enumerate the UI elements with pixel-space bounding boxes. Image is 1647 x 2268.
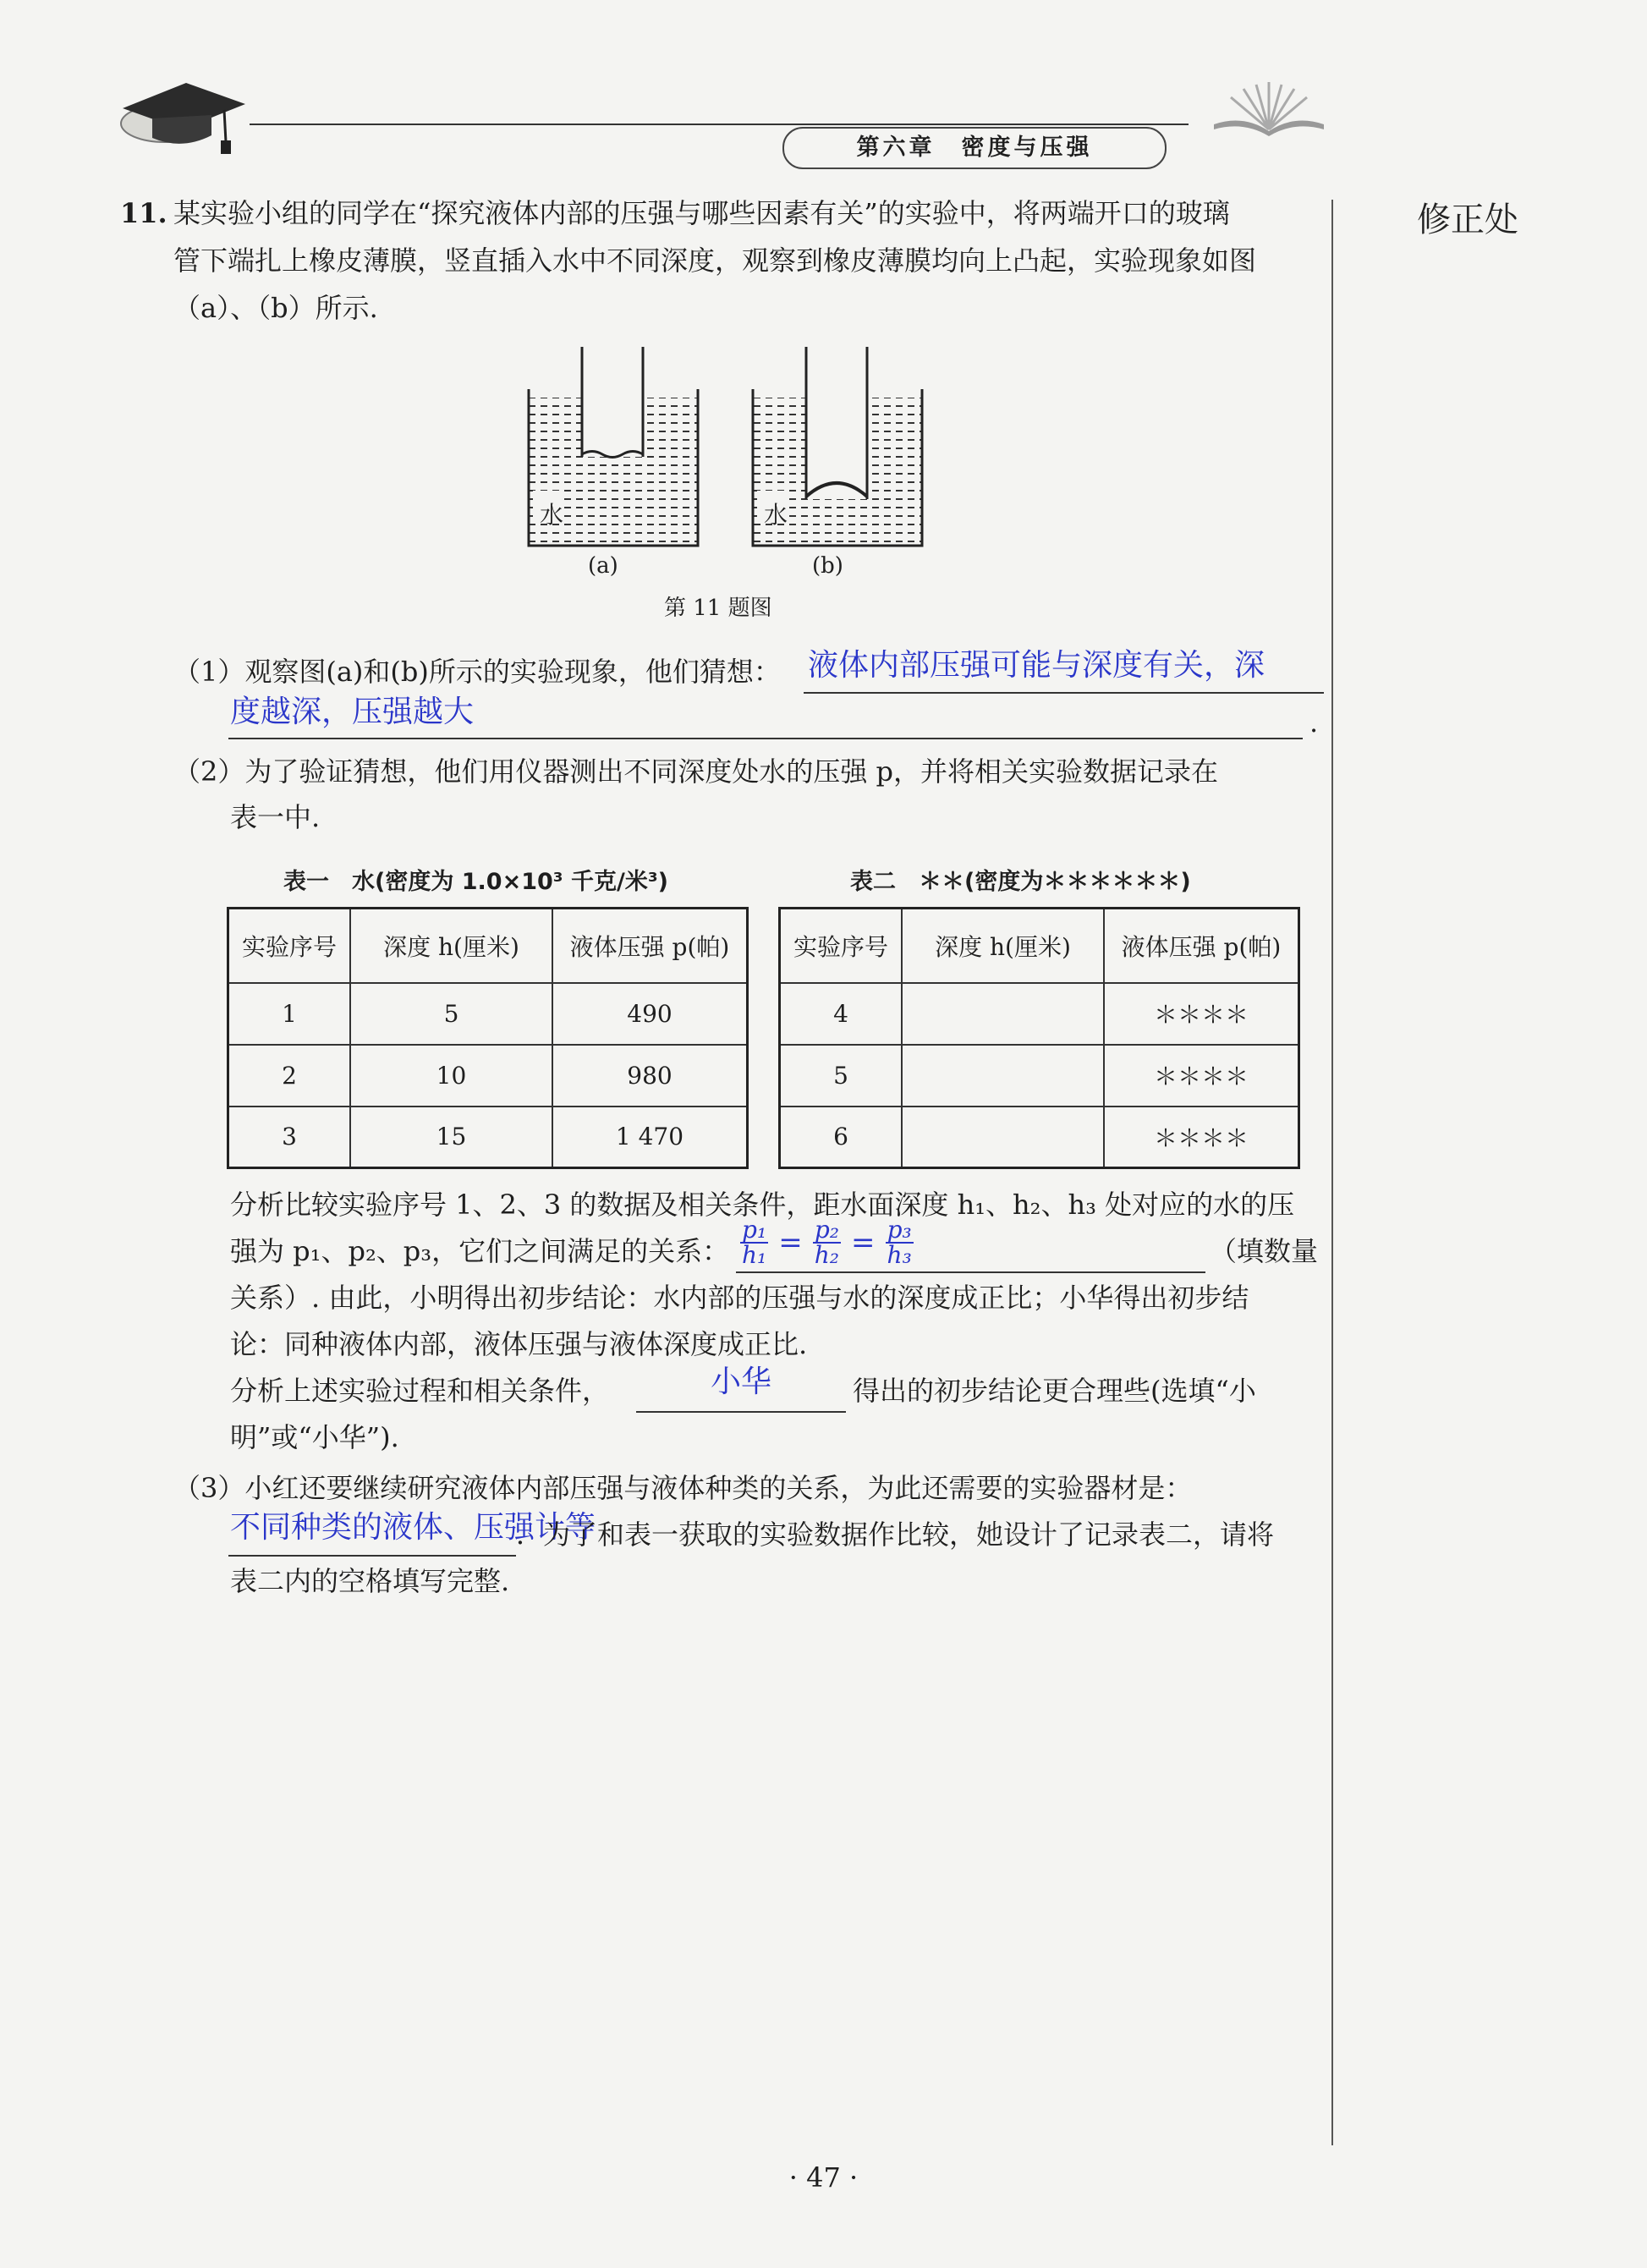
table1-cell: 490 [552,983,748,1045]
chapter-badge: 第六章 密度与压强 [782,127,1167,169]
table-row [228,983,748,1045]
margin-divider [1331,200,1333,2145]
table2 [778,907,1300,1169]
table1-cell: 1 [228,983,351,1045]
table2-caption: 表二 ＊＊(密度为＊＊＊＊＊＊) [850,869,1191,895]
ratio-fraction-1: $\frac{\text{p₁}}{\text{h₁}}$ [742,1216,767,1269]
question-stem-line-3: （a）、（b）所示. [173,292,378,324]
question-stem-line-2: 管下端扎上橡皮薄膜，竖直插入水中不同深度，观察到橡皮薄膜均向上凸起，实验现象如图 [173,244,1257,277]
table1-cell: 5 [350,983,552,1045]
table1-cell: 1 470 [552,1107,748,1168]
question-stem-line-1: 某实验小组的同学在“探究液体内部的压强与哪些因素有关”的实验中，将两端开口的玻璃 [173,197,1230,229]
choice-underline [636,1411,846,1413]
part3-line-1: （3）小红还要继续研究液体内部压强与液体种类的关系，为此还需要的实验器材是： [173,1472,1193,1504]
figure-label-water-b: 水 [764,501,788,529]
table2-header-pressure: 液体压强 p(帕) [1104,909,1299,983]
table2-cell: 4 [780,983,903,1045]
table-row [780,983,1299,1045]
analysis-line-3: 关系）. 由此，小明得出初步结论：水内部的压强与水的深度成正比；小华得出初步结 [230,1282,1249,1314]
table1-header-pressure: 液体压强 p(帕) [552,909,748,983]
part3-line-2-suffix: ．为了和表一获取的实验数据作比较，她设计了记录表二，请将 [516,1518,1275,1551]
part1-prefix: （1）观察图(a)和(b)所示的实验现象，他们猜想： [173,656,781,688]
table1-cell: 10 [350,1045,552,1107]
analysis-line-2-prefix: 强为 p₁、p₂、p₃，它们之间满足的关系： [230,1235,730,1267]
table2-cell: ＊＊＊＊ [1104,1045,1299,1107]
table-row [228,1045,748,1107]
table2-header-index: 实验序号 [780,909,903,983]
ratio-underline [736,1271,1205,1273]
ratio-fraction-2: $\frac{\text{p₂}}{\text{h₂}}$ [814,1216,840,1269]
table2-cell [902,1045,1104,1107]
beaker-diagram [516,343,939,596]
analysis-line-5-prefix: 分析上述实验过程和相关条件， [230,1375,610,1407]
part1-end: . [1309,706,1319,739]
analysis-line-2-suffix: （填数量 [1210,1235,1319,1267]
choice-answer: 小华 [711,1365,772,1399]
part3-answer: 不同种类的液体、压强计等 [230,1510,596,1545]
analysis-line-1: 分析比较实验序号 1、2、3 的数据及相关条件，距水面深度 h₁、h₂、h₃ 处对应的水的压 [230,1189,1295,1221]
figure-title: 第 11 题图 [664,596,772,621]
part3-answer-underline [228,1555,516,1557]
part3-line-3: 表二内的空格填写完整. [230,1565,510,1597]
table1-header-depth: 深度 h(厘米) [350,909,552,983]
table2-cell: 6 [780,1107,903,1168]
figure-caption-a: (a) [588,553,618,579]
part2-line-2: 表一中. [230,801,321,833]
table2-cell: 5 [780,1045,903,1107]
table1-cell: 2 [228,1045,351,1107]
table2-cell: ＊＊＊＊ [1104,983,1299,1045]
analysis-line-5-suffix: 得出的初步结论更合理些(选填“小 [853,1375,1256,1407]
table1-caption: 表一 水(密度为 1.0×10³ 千克/米³) [283,869,669,895]
figure-beakers [516,343,939,596]
analysis-line-6: 明”或“小华”). [230,1421,399,1453]
part1-answer-underline-1 [804,692,1324,694]
margin-title: 修正处 [1417,200,1518,239]
table2-cell: ＊＊＊＊ [1104,1107,1299,1168]
mortarboard-icon [106,58,250,159]
page-number: · 47 · [788,2161,859,2194]
table1-cell: 3 [228,1107,351,1168]
ratio-fraction-3: $\frac{\text{p₃}}{\text{h₃}}$ [887,1216,912,1269]
part1-answer-line-2: 度越深，压强越大 [230,695,475,729]
table1-header-index: 实验序号 [228,909,351,983]
analysis-line-4: 论：同种液体内部，液体压强与液体深度成正比. [230,1328,808,1360]
table1-cell: 980 [552,1045,748,1107]
table1 [227,907,749,1169]
table1-cell: 15 [350,1107,552,1168]
table-row [780,1107,1299,1168]
figure-label-water-a: 水 [540,501,564,529]
question-number: 11. [120,197,167,229]
table2-cell [902,1107,1104,1168]
part2-line-1: （2）为了验证猜想，他们用仪器测出不同深度处水的压强 p，并将相关实验数据记录在 [173,755,1219,788]
table2-cell [902,983,1104,1045]
figure-caption-b: (b) [812,553,843,579]
header-rule [250,124,1189,125]
open-book-icon [1210,80,1328,140]
part1-answer-line-1: 液体内部压强可能与深度有关，深 [808,648,1265,683]
table-row [228,1107,748,1168]
ratio-answer: $\frac{\text{p₁}}{\text{h₁}}$ = $\frac{\text{p₂}}{\text{h₂}}$ = $\frac{\text{p₃}}{\text{h₃}}$ [742,1216,912,1269]
table2-header-depth: 深度 h(厘米) [902,909,1104,983]
table-row [780,1045,1299,1107]
part1-answer-underline-2 [228,738,1303,739]
